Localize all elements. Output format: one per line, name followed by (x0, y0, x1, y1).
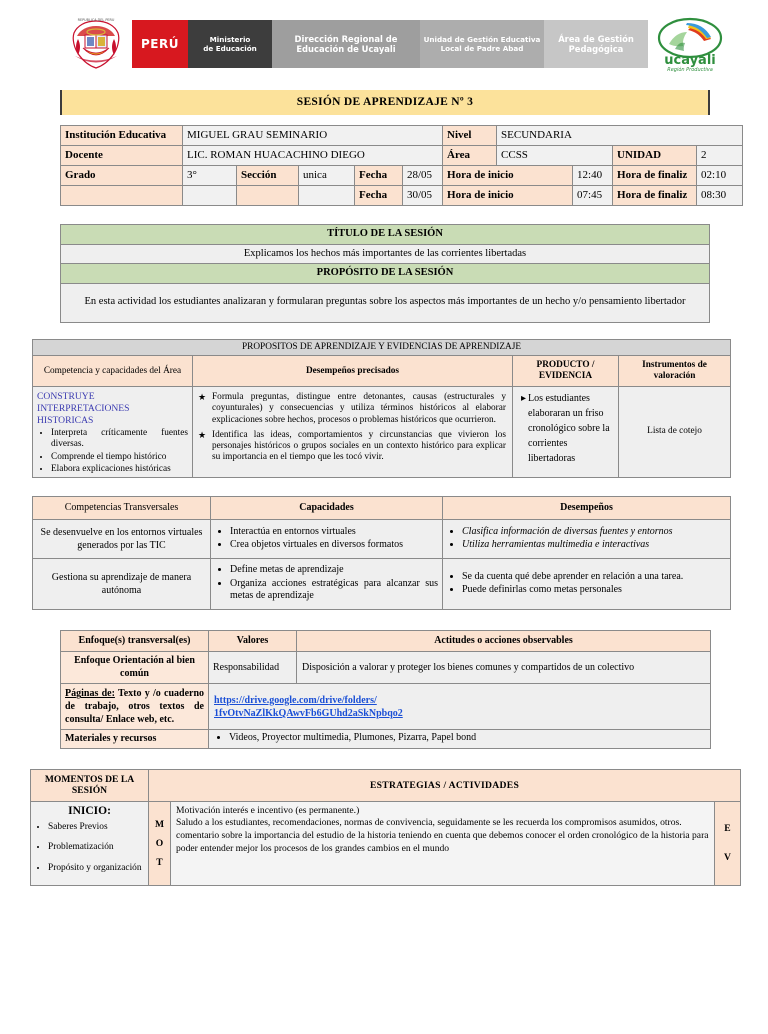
table-row (33, 339, 731, 355)
producto-cell (513, 387, 619, 478)
materiales-cell (209, 730, 711, 749)
empty-cell-2 (183, 186, 237, 206)
body-line-3: comentario sobre la importancia del estudio de la historia teniendo en cuenta que debemos conocer el orden cronológico de la historia para poder entender mejor los procesos de los grandes cambios en el mundo (176, 830, 709, 854)
list-item: • Crea objetos virtuales en diversos formatos (230, 539, 438, 552)
fecha-value-1: 28/05 (403, 166, 443, 186)
list-item: • Comprende el tiempo histórico (51, 452, 188, 463)
table-row (61, 264, 710, 284)
list-item: • Organiza acciones estratégicas para alcanzar sus metas de aprendizaje (230, 578, 438, 603)
titulo-proposito-table (60, 224, 710, 323)
table-row (61, 244, 710, 264)
titulo-sesion-body: Explicamos los hechos más importantes de las corrientes libertadas (61, 244, 710, 264)
competencia-transversal-1: Se desenvuelve en los entornos virtuales generados por las TIC (33, 520, 211, 559)
competencias-transversales-table (32, 496, 730, 610)
list-item: • Videos, Proyector multimedia, Plumones, Pizarra, Papel bond (229, 732, 705, 745)
ministerio-line2: de Educación (203, 44, 257, 53)
desempenos-list (197, 392, 506, 463)
ucayali-logo-icon (648, 10, 732, 78)
table-row (61, 166, 743, 186)
table-row (61, 684, 711, 730)
nivel-label: Nivel (443, 126, 497, 146)
seccion-value: unica (299, 166, 355, 186)
col-desempenos-header: Desempeños precisados (193, 355, 513, 386)
hora-inicio-value-1: 12:40 (573, 166, 613, 186)
capacidades-list (37, 428, 188, 475)
list-item: • Saberes Previos (48, 822, 144, 834)
table-row (61, 225, 710, 245)
list-item: • Define metas de aprendizaje (230, 564, 438, 577)
desempenos-transversal-1 (443, 520, 731, 559)
propositos-aprendizaje-table (32, 339, 730, 478)
competencia-cell (33, 387, 193, 478)
desempenos-cell (193, 387, 513, 478)
col-instrumentos-header: Instrumentos de valoración (619, 355, 731, 386)
area-gestion-pedagogica-label: Área de Gestión Pedagógica (544, 20, 648, 68)
list-item: • Se da cuenta qué debe aprender en relación a una tarea. (462, 571, 726, 584)
hora-inicio-value-2: 07:45 (573, 186, 613, 206)
ministerio-line1: Ministerio (209, 35, 251, 44)
competencia-transversal-2: Gestiona su aprendizaje de manera autónoma (33, 559, 211, 610)
peru-coat-of-arms-icon (60, 10, 132, 78)
valor-value: Responsabilidad (209, 652, 297, 684)
proposito-sesion-header: PROPÓSITO DE LA SESIÓN (61, 264, 710, 284)
banner-right-tick (708, 90, 710, 115)
producto-list (521, 391, 614, 466)
hora-final-label-2: Hora de finaliz (613, 186, 697, 206)
capacidades-list-1 (215, 526, 438, 552)
unidad-value: 2 (697, 146, 743, 166)
unidad-label: UNIDAD (613, 146, 697, 166)
fecha-value-2: 30/05 (403, 186, 443, 206)
session-info-table (60, 125, 727, 206)
list-item: • Utiliza herramientas multimedia e interactivas (462, 539, 726, 552)
inicio-list (35, 822, 144, 875)
hora-inicio-label-1: Hora de inicio (443, 166, 573, 186)
area-value: CCSS (497, 146, 613, 166)
svg-text:Región Productiva: Región Productiva (667, 67, 713, 73)
empty-cell-4 (299, 186, 355, 206)
list-item: ★ Formula preguntas, distingue entre detonantes, causas (estructurales y coyunturales) y consecuencias y utiliza términos históricos al elaborar explicaciones sobre hechos, procesos o problemas históricos que ocurrieron. (212, 392, 506, 425)
empty-cell-1 (61, 186, 183, 206)
actitud-value: Disposición a valorar y proteger los bienes comunes y compartidos de un colectivo (297, 652, 711, 684)
col-competencia-header: Competencia y capacidades del Área (33, 355, 193, 386)
table-row (33, 520, 731, 559)
docente-value: LIC. ROMAN HUACACHINO DIEGO (183, 146, 443, 166)
table-row (61, 630, 711, 652)
list-item: ▸ Los estudiantes elaboraran un friso cronológico sobre la corrientes libertadoras (528, 391, 614, 466)
list-item: • Clasifica información de diversas fuentes y entornos (462, 526, 726, 539)
docente-label: Docente (61, 146, 183, 166)
ugel-padre-abad-label: Unidad de Gestión Educativa Local de Padre Abad (420, 20, 544, 68)
table-row (33, 355, 731, 386)
peru-label: PERÚ (132, 20, 188, 68)
desempenos-transversal-2 (443, 559, 731, 610)
hora-final-value-1: 02:10 (697, 166, 743, 186)
col-enfoque-header: Enfoque(s) transversal(es) (61, 630, 209, 652)
capacidades-list-2 (215, 564, 438, 603)
estrategias-body (171, 801, 715, 885)
table-row (61, 730, 711, 749)
ev-letter-e: E (724, 822, 731, 834)
col-actitudes-header: Actitudes o acciones observables (297, 630, 711, 652)
paginas-label-strong: Páginas de: (65, 688, 115, 700)
instrumento-cell: Lista de cotejo (619, 387, 731, 478)
mot-letter-m: M (154, 818, 165, 830)
empty-cell-3 (237, 186, 299, 206)
ev-vertical-letters (715, 801, 741, 885)
body-line-1: Motivación interés e incentivo (es permanente.) (176, 804, 360, 816)
hora-final-value-2: 08:30 (697, 186, 743, 206)
titulo-sesion-header: TÍTULO DE LA SESIÓN (61, 225, 710, 245)
table-row (61, 652, 711, 684)
letterhead (60, 10, 716, 78)
col-producto-header: PRODUCTO / EVIDENCIA (513, 355, 619, 386)
list-item: • Elabora explicaciones históricas (51, 464, 188, 475)
hora-final-label-1: Hora de finaliz (613, 166, 697, 186)
list-item: • Puede definirlas como metas personales (462, 584, 726, 597)
col-estrategias-header: ESTRATEGIAS / ACTIVIDADES (149, 769, 741, 801)
list-item: • Interpreta críticamente fuentes diversas. (51, 428, 188, 450)
desempenos-list-2 (447, 571, 726, 597)
drive-link-line1[interactable]: https://drive.google.com/drive/folders/ (214, 694, 377, 706)
momentos-sesion-table (30, 769, 740, 886)
enfoques-transversales-table (60, 630, 710, 749)
col-capacidades-header: Capacidades (211, 496, 443, 520)
paginas-label (61, 684, 209, 730)
direccion-regional-label: Dirección Regional de Educación de Ucayali (272, 20, 420, 68)
table-row (61, 126, 743, 146)
session-title: SESIÓN DE APRENDIZAJE Nº 3 (62, 90, 708, 115)
table-row (61, 186, 743, 206)
grado-label: Grado (61, 166, 183, 186)
document-page (0, 10, 768, 1034)
table-row (31, 769, 741, 801)
svg-text:REPUBLICA DEL PERU: REPUBLICA DEL PERU (77, 18, 115, 22)
inicio-title: INICIO: (68, 804, 111, 817)
fecha-label-2: Fecha (355, 186, 403, 206)
desempenos-list-1 (447, 526, 726, 552)
ministerio-educacion-label (188, 20, 272, 68)
body-line-2: Saludo a los estudiantes, recomendaciones, normas de convivencia, seguidamente se les recuerda los compromisos asumidos, otros. (176, 817, 682, 829)
table-row (61, 146, 743, 166)
table-row (31, 801, 741, 885)
enlace-web-cell (209, 684, 711, 730)
list-item: • Interactúa en entornos virtuales (230, 526, 438, 539)
institucion-value: MIGUEL GRAU SEMINARIO (183, 126, 443, 146)
col-competencias-transversales-header: Competencias Transversales (33, 496, 211, 520)
mot-letter-o: O (155, 837, 164, 849)
col-desempenos-transversales-header: Desempeños (443, 496, 731, 520)
seccion-label: Sección (237, 166, 299, 186)
col-valores-header: Valores (209, 630, 297, 652)
capacidades-transversal-1 (211, 520, 443, 559)
table-row (33, 387, 731, 478)
propositos-title: PROPOSITOS DE APRENDIZAJE Y EVIDENCIAS DE APRENDIZAJE (33, 339, 731, 355)
list-item: • Problematización (48, 842, 144, 854)
table-row (33, 496, 731, 520)
materiales-list (214, 732, 705, 745)
paginas-label-rest: Texto y /o cuaderno de trabajo, otros textos de consulta/ Enlace web, etc. (65, 688, 205, 726)
drive-link-line2[interactable]: 1fvOtvNaZlKkQAwvFb6GUhd2aSkNpbqo2 (214, 707, 403, 719)
mot-vertical-letters (149, 801, 171, 885)
proposito-sesion-body: En esta actividad los estudiantes analizaran y formularan preguntas sobre los aspectos más importantes de un hecho y/o pensamiento libertador (61, 283, 710, 322)
table-row (33, 559, 731, 610)
inicio-cell (31, 801, 149, 885)
institutional-band (132, 20, 648, 68)
svg-text:ucayali: ucayali (664, 53, 716, 68)
table-row (61, 283, 710, 322)
fecha-label-1: Fecha (355, 166, 403, 186)
mot-letter-t: T (156, 856, 163, 868)
session-banner (60, 90, 710, 115)
list-item: ★ Identifica las ideas, comportamientos y circunstancias que vivieron los personajes históricos o grupos sociales en un contexto histórico para explicar su importancia en el tiempo que les tocó vivir. (212, 430, 506, 463)
list-item: • Propósito y organización (48, 863, 144, 875)
institucion-label: Institución Educativa (61, 126, 183, 146)
col-momentos-header: MOMENTOS DE LA SESIÓN (31, 769, 149, 801)
capacidades-transversal-2 (211, 559, 443, 610)
nivel-value: SECUNDARIA (497, 126, 743, 146)
competencia-nombre: CONSTRUYE INTERPRETACIONES HISTORICAS (37, 391, 130, 427)
area-label: Área (443, 146, 497, 166)
ev-letter-v: V (724, 852, 731, 864)
grado-value: 3° (183, 166, 237, 186)
hora-inicio-label-2: Hora de inicio (443, 186, 573, 206)
materiales-label: Materiales y recursos (61, 730, 209, 749)
enfoque-value: Enfoque Orientación al bien común (61, 652, 209, 684)
